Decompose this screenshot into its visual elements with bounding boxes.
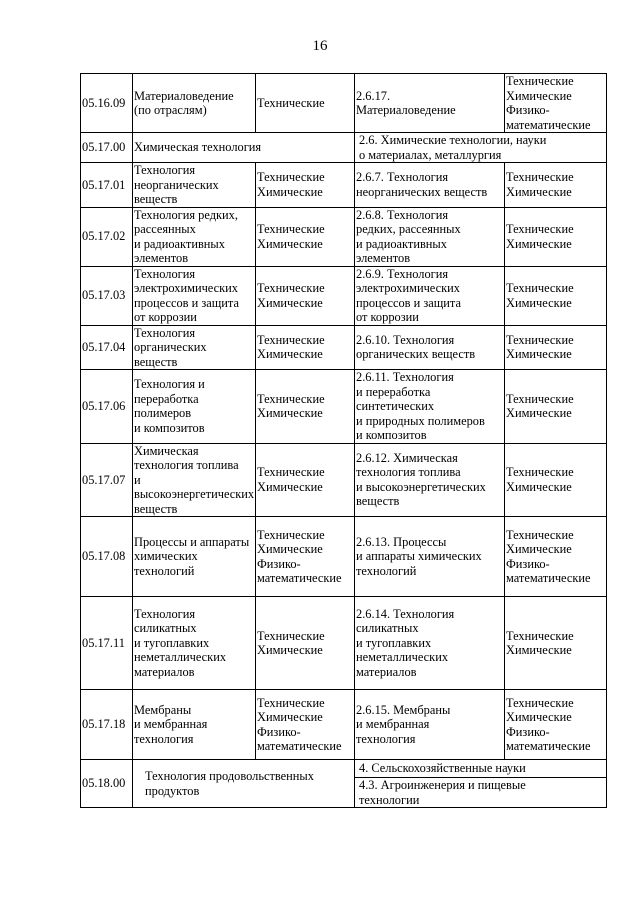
specialty-name — [133, 760, 355, 808]
new-specialty — [355, 443, 505, 517]
table-row — [81, 597, 607, 690]
new-science-branches-line: Химические — [506, 295, 572, 310]
science-branches-line: Технические — [257, 527, 325, 542]
specialty-name — [133, 597, 256, 690]
new-science-branches — [505, 325, 607, 370]
specialty-name-line: Технология — [134, 606, 196, 621]
new-specialty-line: материалов — [356, 664, 417, 679]
science-branches-line: Физико- — [257, 556, 301, 571]
science-branches-line: Технические — [257, 465, 325, 480]
table-row — [81, 443, 607, 517]
science-branches — [256, 74, 355, 133]
new-science-branches-line: Технические — [506, 281, 574, 295]
group-title — [355, 760, 607, 778]
specialties-table — [80, 73, 607, 808]
specialty-name-line: Технология — [134, 325, 196, 340]
science-branches-line: Химические — [257, 710, 323, 724]
specialty-code: 05.17.04 — [81, 325, 133, 370]
specialty-name-line: технология топлива — [134, 458, 239, 472]
table-row — [81, 690, 607, 760]
specialty-name — [133, 370, 256, 444]
science-branches-line: Технические — [257, 628, 325, 643]
science-branches — [256, 370, 355, 444]
new-specialty-line: редких, рассеянных — [356, 222, 461, 236]
specialty-code: 05.17.01 — [81, 163, 133, 208]
new-science-branches-line: математические — [506, 739, 591, 753]
new-specialty-line: силикатных — [356, 621, 419, 636]
specialty-code: 05.17.02 — [81, 207, 133, 266]
specialty-name-line: Технология редких, — [134, 207, 238, 222]
specialty-code: 05.17.00 — [81, 133, 133, 163]
new-science-branches-line: Химические — [506, 184, 572, 199]
specialty-name-line: материалов — [134, 664, 195, 679]
new-science-branches-line: Химические — [506, 479, 572, 494]
new-specialty-line: 2.6.13. Процессы — [356, 534, 447, 549]
specialty-name-line: химических — [134, 549, 198, 564]
table-row — [81, 207, 607, 266]
new-science-branches-line: Технические — [506, 465, 574, 480]
science-branches-line: Химические — [257, 184, 323, 199]
new-specialty-line: веществ — [356, 494, 400, 509]
new-specialty-line: технологий — [356, 563, 417, 578]
new-science-branches-line: Технические — [506, 74, 574, 88]
science-branches-line: Химические — [257, 347, 323, 362]
specialty-name — [133, 133, 355, 163]
specialty-name-line: силикатных — [134, 621, 197, 636]
specialty-code: 05.17.06 — [81, 370, 133, 444]
new-specialty-line: 2.6.11. Технология — [356, 370, 454, 384]
specialty-name-line: и мембранная — [134, 717, 208, 732]
table-row — [81, 760, 607, 778]
specialty-code: 05.17.18 — [81, 690, 133, 760]
science-branches-line: Химические — [257, 643, 323, 657]
science-branches — [256, 443, 355, 517]
specialty-name-line: неорганических — [134, 177, 219, 192]
specialty-name — [133, 517, 256, 597]
science-branches-line: Химические — [257, 479, 323, 494]
new-specialty — [355, 266, 505, 325]
specialty-name-line: Технология — [134, 266, 196, 281]
specialty-name-line: и композитов — [134, 420, 205, 435]
table-row — [81, 325, 607, 370]
new-specialty-line: Материаловедение — [356, 103, 456, 117]
page-number: 16 — [312, 38, 328, 54]
new-science-branches — [505, 690, 607, 760]
science-branches — [256, 517, 355, 597]
specialty-name-line: полимеров — [134, 406, 192, 421]
specialty-name — [133, 266, 256, 325]
new-specialty-line: органических веществ — [356, 347, 476, 362]
new-specialty — [355, 690, 505, 760]
new-specialty-line: 2.6.14. Технология — [356, 606, 455, 621]
science-branches-line: Технические — [257, 695, 325, 710]
new-science-branches — [505, 517, 607, 597]
specialty-name — [133, 163, 256, 208]
new-specialty-line: и высокоэнергетических — [356, 479, 486, 494]
table-row — [81, 163, 607, 208]
specialty-name-line: процессов и защита — [134, 295, 239, 310]
table-row — [81, 370, 607, 444]
new-science-branches-line: Химические — [506, 643, 572, 657]
new-science-branches-line: Химические — [506, 542, 572, 556]
new-science-branches — [505, 163, 607, 208]
specialty-name-line: веществ — [134, 354, 178, 369]
new-specialty — [355, 207, 505, 266]
specialty-name-line: и радиоактивных — [134, 236, 225, 251]
new-specialty-line: и радиоактивных — [356, 236, 447, 251]
specialty-name-line: Технология и — [134, 377, 205, 392]
new-specialty-line: синтетических — [356, 399, 435, 413]
specialty-name-line: Процессы и аппараты — [134, 534, 250, 549]
science-branches-line: Технические — [257, 332, 325, 347]
science-branches-line: Технические — [257, 391, 325, 406]
specialty-code: 05.17.11 — [81, 597, 133, 690]
specialty-name — [133, 443, 256, 517]
new-specialty-line: неорганических веществ — [356, 184, 488, 199]
new-science-branches-line: математические — [506, 571, 591, 585]
science-branches-line: Химические — [257, 295, 323, 310]
new-specialty-line: технология топлива — [356, 465, 461, 480]
new-specialty — [355, 163, 505, 208]
new-science-branches-line: Физико- — [506, 724, 550, 739]
specialty-name — [133, 207, 256, 266]
specialty-name — [133, 690, 256, 760]
specialty-name-line: Химическая технология — [134, 140, 262, 155]
specialty-name-line: и — [134, 472, 141, 487]
specialty-name-line: высокоэнергетических — [134, 487, 255, 501]
new-science-branches-line: Технические — [506, 391, 574, 406]
specialty-name-line: Мембраны — [134, 702, 192, 717]
science-branches-line: математические — [257, 739, 342, 753]
science-branches-line: Химические — [257, 236, 323, 251]
new-specialty-line: технология — [356, 731, 416, 746]
specialty-name-line: веществ — [134, 501, 178, 516]
specialty-name-line: и тугоплавких — [134, 635, 210, 650]
new-specialty-line: 2.6.15. Мембраны — [356, 702, 451, 717]
new-specialty — [355, 597, 505, 690]
specialty-name-line: Материаловедение — [134, 88, 234, 103]
specialty-name-line: Технология продовольственных — [145, 769, 314, 783]
specialty-code: 05.18.00 — [81, 760, 133, 808]
new-specialty-line: 2.6.7. Технология — [356, 170, 449, 185]
specialty-name-line: неметаллических — [134, 650, 227, 665]
new-science-branches — [505, 74, 607, 133]
new-specialty-line: процессов и защита — [356, 295, 461, 310]
new-specialty-line: и переработка — [356, 384, 431, 399]
new-science-branches-line: Химические — [506, 710, 572, 724]
science-branches — [256, 163, 355, 208]
specialty-code: 05.17.08 — [81, 517, 133, 597]
new-science-branches-line: Физико- — [506, 556, 550, 571]
new-science-branches-line: Технические — [506, 332, 574, 347]
new-specialty-line: 2.6.9. Технология — [356, 266, 449, 281]
specialty-name-line: органических — [134, 340, 207, 354]
specialty-name-line: Химическая — [134, 443, 199, 458]
science-branches — [256, 597, 355, 690]
new-science-branches-line: Химические — [506, 236, 572, 251]
group-subtitle-line: 4.3. Агроинженерия и пищевые — [359, 778, 526, 792]
table-row — [81, 133, 607, 163]
new-specialty-line: 2.6.12. Химическая — [356, 450, 458, 465]
group-title-line: о материалах, металлургия — [359, 147, 502, 162]
new-science-branches-line: математические — [506, 117, 591, 132]
table-row — [81, 266, 607, 325]
new-specialty-line: неметаллических — [356, 650, 449, 665]
science-branches-line: Химические — [257, 406, 323, 421]
science-branches-line: Технические — [257, 222, 325, 236]
science-branches-line: Технические — [257, 170, 325, 185]
specialty-code: 05.17.03 — [81, 266, 133, 325]
new-science-branches — [505, 597, 607, 690]
new-specialty-line: и мембранная — [356, 717, 430, 732]
science-branches — [256, 207, 355, 266]
new-science-branches — [505, 443, 607, 517]
specialty-name — [133, 74, 256, 133]
science-branches — [256, 690, 355, 760]
new-specialty — [355, 370, 505, 444]
new-specialty-line: и аппараты химических — [356, 549, 482, 564]
specialty-name-line: Технология — [134, 163, 196, 177]
new-specialty — [355, 517, 505, 597]
specialty-name-line: рассеянных — [134, 222, 196, 236]
new-specialty-line: и композитов — [356, 428, 427, 442]
new-specialty-line: электрохимических — [356, 281, 460, 295]
new-science-branches-line: Технические — [506, 695, 574, 710]
new-science-branches-line: Физико- — [506, 103, 550, 117]
science-branches — [256, 266, 355, 325]
specialty-code: 05.16.09 — [81, 74, 133, 133]
new-specialty-line: и тугоплавких — [356, 635, 432, 650]
new-specialty-line: и природных полимеров — [356, 413, 485, 428]
specialty-name-line: переработка — [134, 391, 199, 406]
new-science-branches — [505, 370, 607, 444]
science-branches-line: Технические — [257, 281, 325, 295]
new-science-branches-line: Технические — [506, 170, 574, 185]
table-row — [81, 74, 607, 133]
group-subtitle — [355, 778, 607, 808]
science-branches-line: Технические — [257, 95, 325, 110]
new-specialty — [355, 74, 505, 133]
specialty-code: 05.17.07 — [81, 443, 133, 517]
group-title-line: 2.6. Химические технологии, науки — [359, 133, 547, 147]
specialty-name-line: (по отраслям) — [134, 103, 207, 117]
specialty-name — [133, 325, 256, 370]
new-science-branches-line: Химические — [506, 347, 572, 362]
specialty-name-line: технология — [134, 731, 194, 746]
new-specialty — [355, 325, 505, 370]
specialty-name-line: технологий — [134, 563, 195, 578]
table-row — [81, 517, 607, 597]
new-specialty-line: 2.6.17. — [356, 88, 391, 103]
new-science-branches — [505, 207, 607, 266]
science-branches — [256, 325, 355, 370]
group-title-line: 4. Сельскохозяйственные науки — [359, 761, 526, 776]
new-science-branches-line: Химические — [506, 88, 572, 103]
new-science-branches-line: Технические — [506, 628, 574, 643]
specialty-name-line: электрохимических — [134, 281, 238, 295]
specialty-name-line: продуктов — [145, 783, 200, 798]
group-title — [355, 133, 607, 163]
science-branches-line: Химические — [257, 542, 323, 556]
specialty-name-line: веществ — [134, 192, 178, 206]
new-specialty-line: элементов — [356, 251, 411, 265]
science-branches-line: математические — [257, 571, 342, 585]
new-science-branches-line: Химические — [506, 406, 572, 421]
new-specialty-line: 2.6.10. Технология — [356, 332, 455, 347]
group-subtitle-line: технологии — [359, 792, 420, 807]
specialty-name-line: элементов — [134, 251, 189, 265]
science-branches-line: Физико- — [257, 724, 301, 739]
new-science-branches-line: Технические — [506, 222, 574, 236]
specialty-name-line: от коррозии — [134, 310, 197, 324]
new-science-branches — [505, 266, 607, 325]
new-science-branches-line: Технические — [506, 527, 574, 542]
new-specialty-line: от коррозии — [356, 310, 419, 324]
new-specialty-line: 2.6.8. Технология — [356, 207, 449, 222]
